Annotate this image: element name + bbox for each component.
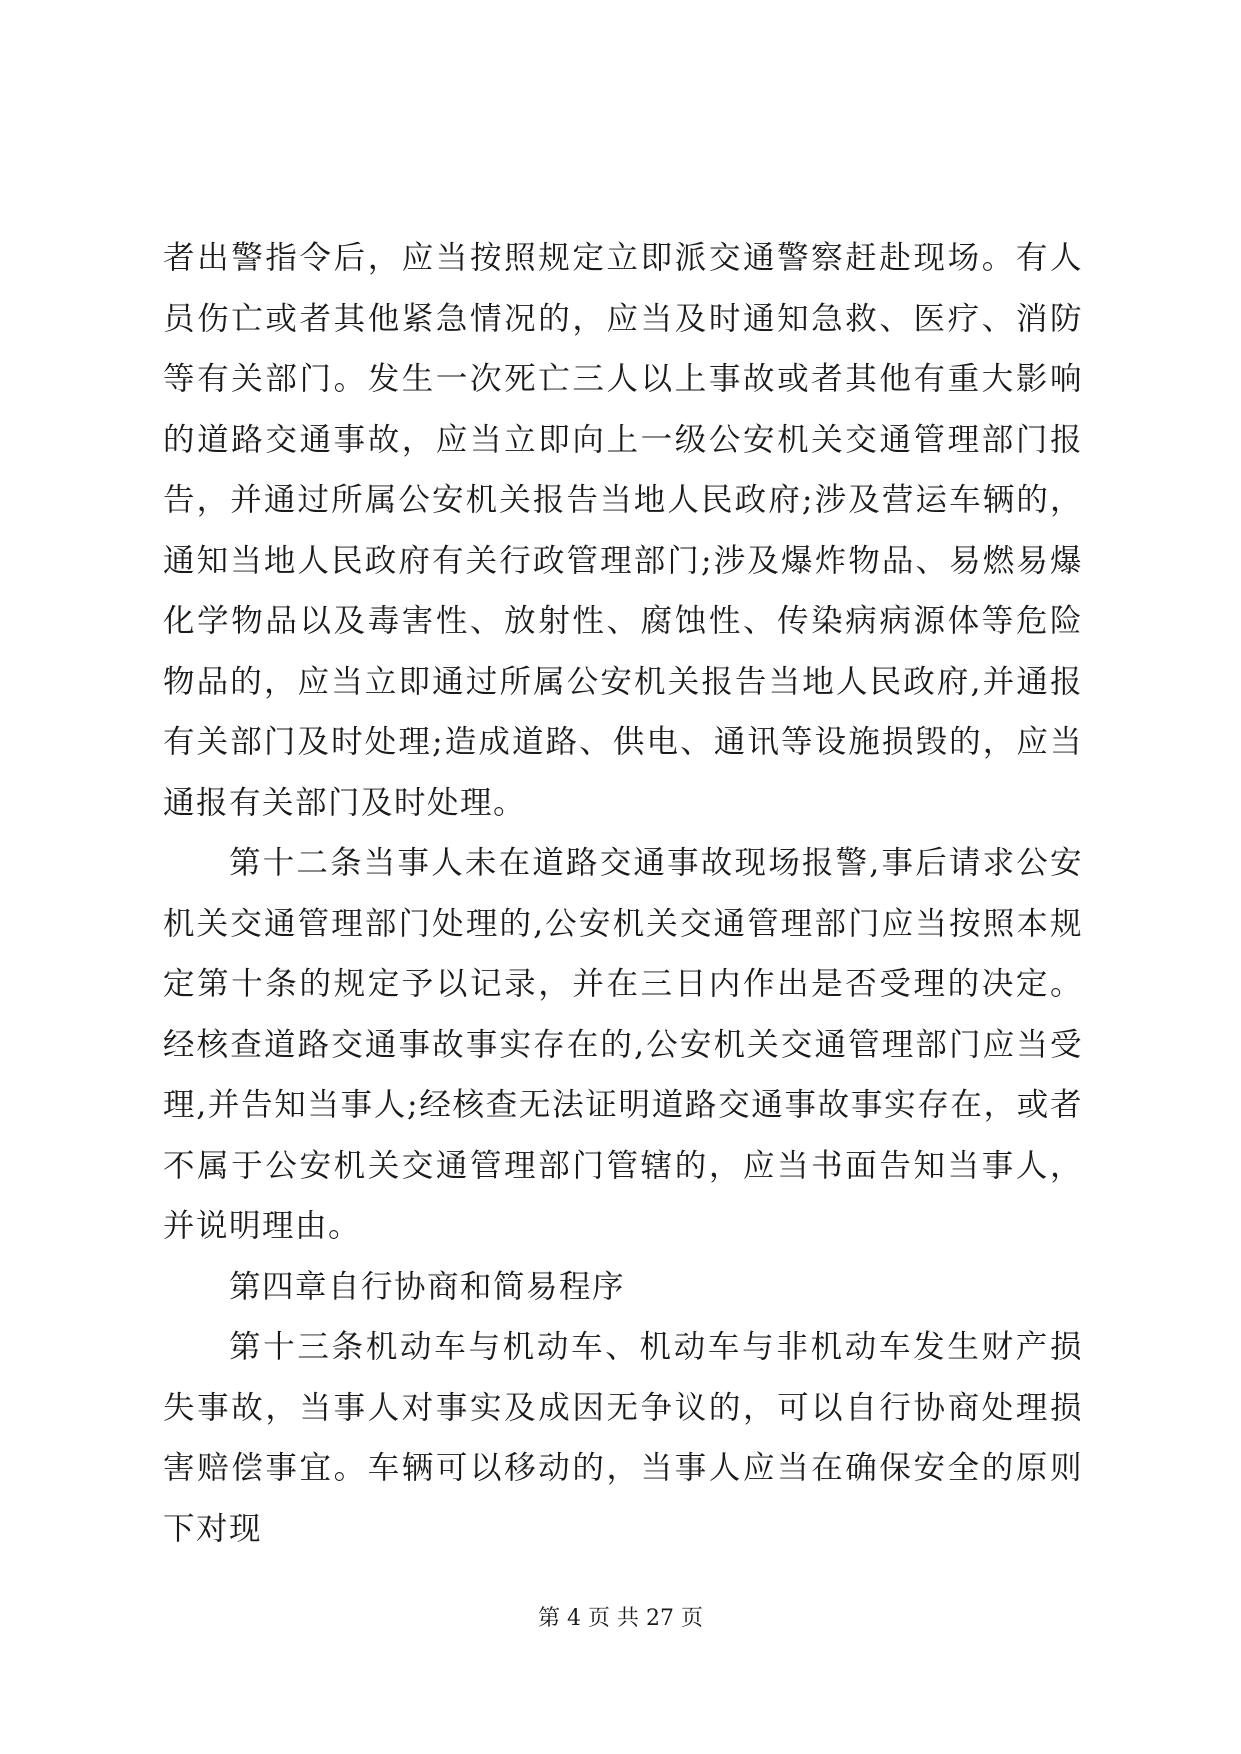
paragraph-article-13: 第十三条机动车与机动车、机动车与非机动车发生财产损失事故，当事人对事实及成因无争议的，可以自行协商处理损害赔偿事宜。车辆可以移动的，当事人应当在确保安全的原则下对现 — [163, 1329, 1083, 1547]
page-number-label: 第 4 页 共 27 页 — [538, 1606, 703, 1631]
page-footer — [0, 1604, 1241, 1634]
paragraph-article-12: 第十二条当事人未在道路交通事故现场报警,事后请求公安机关交通管理部门处理的,公安机关交通管理部门应当按照本规定第十条的规定予以记录，并在三日内作出是否受理的决定。经核查道路交通事故事实存在的,公安机关交通管理部门应当受理,并告知当事人;经核查无法证明道路交通事故事实存在，或者不属于公安机关交通管理部门管辖的，应当书面告知当事人，并说明理由。 — [163, 845, 1083, 1244]
paragraph-accident-reporting: 者出警指令后，应当按照规定立即派交通警察赶赴现场。有人员伤亡或者其他紧急情况的，应当及时通知急救、医疗、消防等有关部门。发生一次死亡三人以上事故或者其他有重大影响的道路交通事故，应当立即向上一级公安机关交通管理部门报告，并通过所属公安机关报告当地人民政府;涉及营运车辆的，通知当地人民政府有关行政管理部门;涉及爆炸物品、易燃易爆化学物品以及毒害性、放射性、腐蚀性、传染病病源体等危险物品的，应当立即通过所属公安机关报告当地人民政府,并通报有关部门及时处理;造成道路、供电、通讯等设施损毁的，应当通报有关部门及时处理。 — [163, 240, 1083, 821]
chapter-heading: 第四章自行协商和简易程序 — [229, 1268, 626, 1305]
document-body — [163, 228, 1083, 1559]
